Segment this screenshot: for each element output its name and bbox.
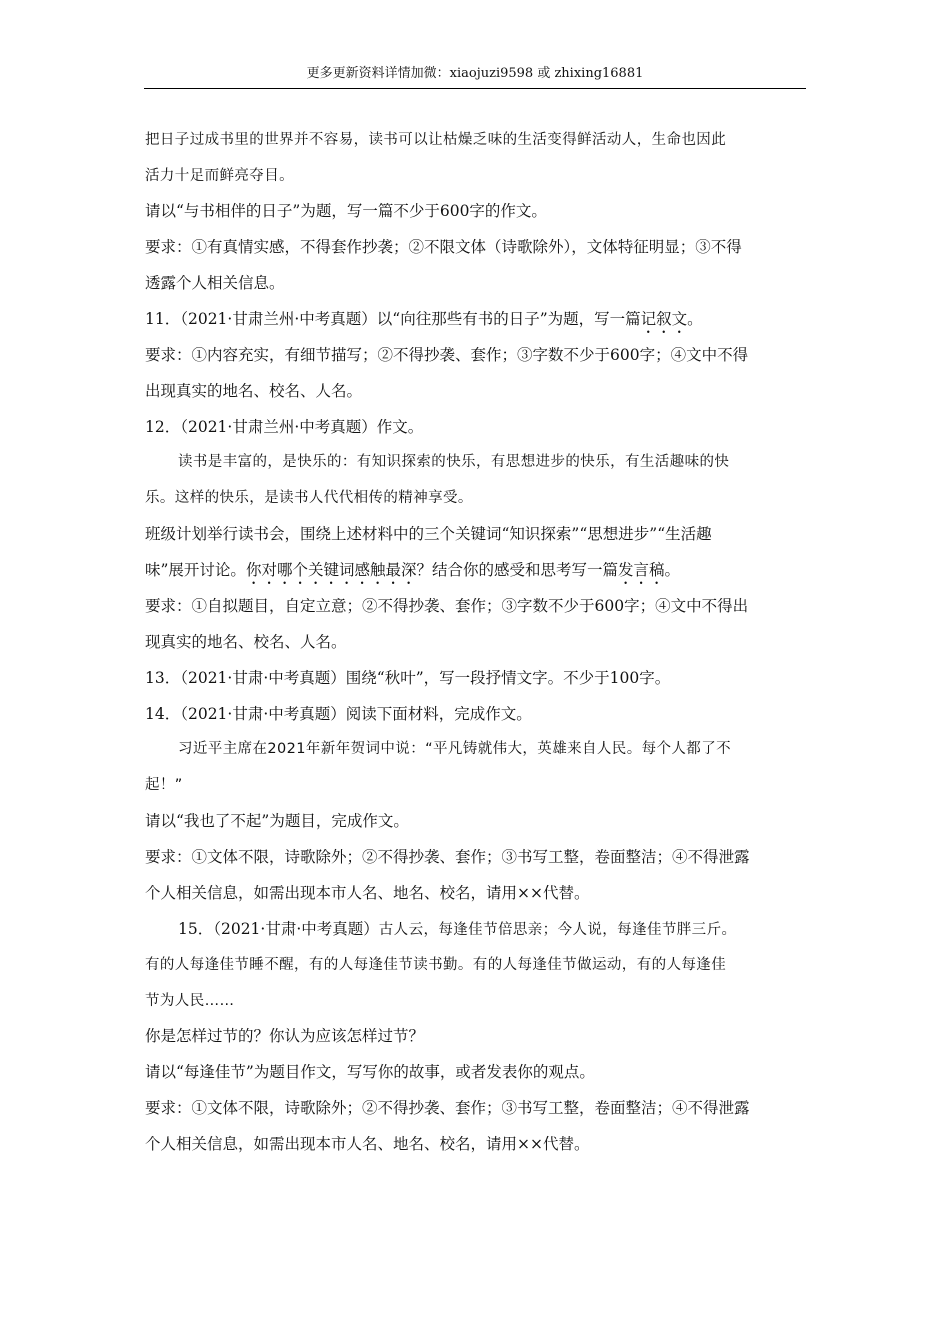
- q12-emphasis-question: 你对哪个关键词感触最深: [245, 561, 417, 579]
- q12-emphasis-genre: 发言稿: [617, 561, 665, 579]
- q15-material-line-2: 有的人每逢佳节睡不醒，有的人每逢佳节读书勤。有的人每逢佳节做运动，有的人每逢佳: [145, 957, 727, 973]
- q15-title-text: 15．（2021·甘肃·中考真题）: [178, 920, 379, 938]
- q11-title-end: 。: [687, 310, 703, 328]
- q15-material-line-1: 古人云，每逢佳节倍思亲；今人说，每逢佳节胖三斤。: [378, 922, 737, 938]
- q11-emphasis-text: 记叙文: [640, 310, 688, 328]
- q10-material-line-2: 活力十足而鲜亮夺目。: [145, 168, 294, 184]
- q15-requirement-line-1: 要求：①文体不限，诗歌除外；②不得抄袭、套作；③书写工整，卷面整洁；④不得泄露: [145, 1099, 750, 1117]
- q12-task-line-1: 班级计划举行读书会，围绕上述材料中的三个关键词“知识探索”“思想进步”“生活趣: [145, 525, 712, 543]
- q11-requirement-line-1: 要求：①内容充实，有细节描写；②不得抄袭、套作；③字数不少于600字；④文中不得: [145, 346, 749, 364]
- q10-requirement-line-1: 要求：①有真情实感，不得套作抄袭；②不限文体（诗歌除外），文体特征明显；③不得: [145, 238, 742, 256]
- page-header: 更多更新资料详情加微：xiaojuzi9598 或 zhixing16881: [144, 64, 806, 89]
- q15-requirement-line-2: 个人相关信息，如需出现本市人名、地名、校名，请用××代替。: [145, 1135, 590, 1153]
- q15-material-line-3: 节为人民……: [145, 993, 235, 1009]
- q11-title: [145, 307, 703, 337]
- q15-title: [178, 917, 736, 939]
- q12-task-text-a: 味”展开讨论。: [145, 561, 246, 579]
- q13-title: 13．（2021·甘肃·中考真题）围绕“秋叶”，写一段抒情文字。不少于100字。: [145, 669, 671, 687]
- q15-prompt: 请以“每逢佳节”为题目作文，写写你的故事，或者发表你的观点。: [145, 1063, 595, 1081]
- q12-task-text-b: ？结合你的感受和思考写一篇: [416, 561, 618, 579]
- q11-requirement-line-2: 出现真实的地名、校名、人名。: [145, 382, 363, 400]
- q12-requirement-line-2: 现真实的地名、校名、人名。: [145, 633, 347, 651]
- q15-question: 你是怎样过节的？你认为应该怎样过节？: [145, 1027, 425, 1045]
- q12-material-line-1: 读书是丰富的，是快乐的：有知识探索的快乐，有思想进步的快乐，有生活趣味的快: [178, 454, 730, 470]
- q14-requirement-line-1: 要求：①文体不限，诗歌除外；②不得抄袭、套作；③书写工整，卷面整洁；④不得泄露: [145, 848, 750, 866]
- q11-title-text: 11．（2021·甘肃兰州·中考真题）以“向往那些有书的日子”为题，写一篇: [145, 310, 641, 328]
- q12-material-line-2: 乐。这样的快乐，是读书人代代相传的精神享受。: [145, 490, 473, 506]
- q10-requirement-line-2: 透露个人相关信息。: [145, 274, 285, 292]
- q12-task-text-c: 。: [664, 561, 680, 579]
- q12-title: 12．（2021·甘肃兰州·中考真题）作文。: [145, 418, 424, 436]
- q14-title: 14．（2021·甘肃·中考真题）阅读下面材料，完成作文。: [145, 705, 532, 723]
- q14-requirement-line-2: 个人相关信息，如需出现本市人名、地名、校名，请用××代替。: [145, 884, 590, 902]
- q12-task-line-2: [145, 558, 680, 588]
- q14-material-line-1: 习近平主席在2021年新年贺词中说：“平凡铸就伟大，英雄来自人民。每个人都了不: [178, 741, 732, 757]
- q14-material-line-2: 起！”: [145, 777, 183, 793]
- q14-prompt: 请以“我也了不起”为题目，完成作文。: [145, 812, 409, 830]
- q10-prompt: 请以“与书相伴的日子”为题，写一篇不少于600字的作文。: [145, 202, 547, 220]
- q10-material-line-1: 把日子过成书里的世界并不容易，读书可以让枯燥乏味的生活变得鲜活动人，生命也因此: [145, 132, 727, 148]
- q12-requirement-line-1: 要求：①自拟题目，自定立意；②不得抄袭、套作；③字数不少于600字；④文中不得出: [145, 597, 749, 615]
